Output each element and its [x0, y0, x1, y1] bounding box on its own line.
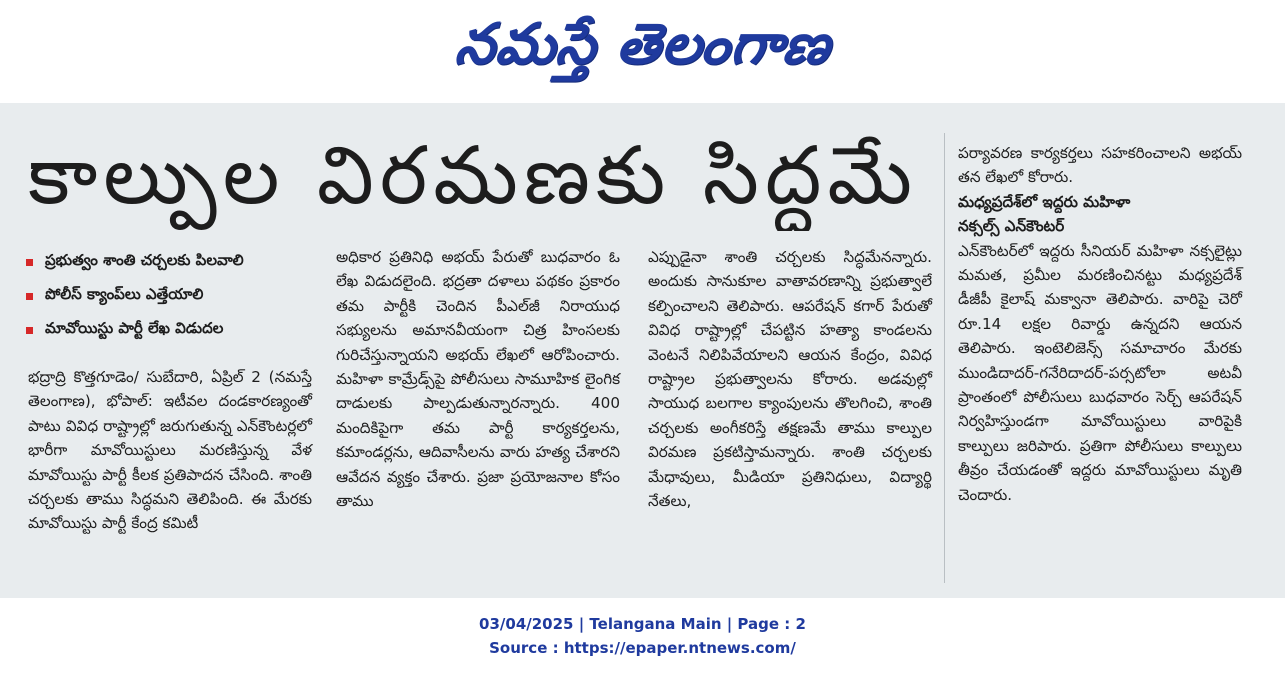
highlights-list — [26, 245, 326, 347]
column-text: అధికార ప్రతినిధి అభయ్ పేరుతో బుధవారం ఓ లేఖ విడుదలైంది. భద్రతా దళాలు పథకం ప్రకారం తమ పార్టీకి చెందిన పీఎల్‌జీ నిరాయుధ సభ్యులను అమానవీయంగా చిత్ర హింసలకు గురిచేస్తున్నాయని అభయ్ లేఖలో ఆరోపించారు. మహిళా కామ్రేడ్స్‌పై పోలీసులు సామూహిక లైంగిక దాడులకు పాల్పడుతున్నారన్నారు. 400 మందికిపైగా తమ పార్టీ కార్యకర్తలను, కమాండర్లను, ఆదివాసీలను వారు హత్య చేశారని ఆవేదన వ్యక్తం చేశారు. ప్రజా ప్రయోజనాల కోసం తాము — [336, 248, 620, 511]
bullet-square-icon — [26, 259, 33, 266]
column-text: ఎన్‌కౌంటర్‌లో ఇద్దరు సీనియర్ మహిళా నక్సలైట్లు మమత, ప్రమీల మరణించినట్టు మధ్యప్రదేశ్ డీజీపీ కైలాష్ మక్వానా తెలిపారు. వారిపై చెరో రూ.14 లక్షల రివార్డు ఉన్నదని ఆయన తెలిపారు. ఇంటెలిజెన్స్ సమాచారం మేరకు ముండిదాదర్-గనేరిదాదర్-పర్సటోలా అటవీ ప్రాంతంలో పోలీసులు బుధవారం సెర్చ్ ఆపరేషన్ నిర్వహిస్తుండగా మావోయిస్టులు వారిపైకి కాల్పులు జరిపారు. ప్రతిగా పోలీసులు కాల్పులు తీవ్రం చేయడంతో ఇద్దరు మావోయిస్టులు మృతి చెందారు. — [958, 241, 1242, 504]
highlight-text: పోలీస్ క్యాంప్‌లు ఎత్తేయాలి — [45, 285, 204, 303]
edition-info: 03/04/2025 | Telangana Main | Page : 2 — [479, 615, 806, 633]
column-text: భద్రాద్రి కొత్తగూడెం/ సుబేదారి, ఏప్రిల్ 2 (నమస్తే తెలంగాణ), భోపాల్: ఇటీవల దండకారణ్యంతో పాటు వివిధ రాష్ట్రాల్లో జరుగుతున్న ఎన్‌కౌంటర్లలో భారీగా మావోయిస్టులు మరణిస్తున్న వేళ మావోయిస్టు పార్టీ కీలక ప్రతిపాదన చేసింది. శాంతి చర్చలకు తాము సిద్ధమని తెలిపింది. ఈ మేరకు మావోయిస్టు పార్టీ కేంద్ర కమిటీ — [28, 368, 312, 533]
article-column-3 — [648, 245, 932, 513]
column-divider — [944, 133, 945, 583]
subheading-line: మధ్యప్రదేశ్‌లో ఇద్దరు మహిళా — [958, 192, 1131, 211]
article-column-1 — [28, 365, 312, 536]
source-link[interactable]: Source : https://epaper.ntnews.com/ — [489, 639, 796, 657]
article-column-4 — [958, 141, 1242, 507]
article-headline: కాల్పుల విరమణకు సిద్ధమే — [28, 129, 919, 222]
highlight-text: మావోయిస్టు పార్టీ లేఖ విడుదల — [45, 319, 224, 337]
news-clipping — [0, 103, 1285, 598]
subheading-line: నక్సల్స్ ఎన్‌కౌంటర్ — [958, 217, 1065, 236]
highlight-text: ప్రభుత్వం శాంతి చర్చలకు పిలవాలి — [45, 251, 244, 269]
column-text: ఎప్పుడైనా శాంతి చర్చలకు సిద్ధమేనన్నారు. అందుకు సానుకూల వాతావరణాన్ని ప్రభుత్వాలే కల్పించాలని తెలిపారు. ఆపరేషన్ కగార్ పేరుతో వివిధ రాష్ట్రాల్లో చేపట్టిన హత్యా కాండలను వెంటనే నిలిపివేయాలని ఆయన కేంద్రం, వివిధ రాష్ట్రాల ప్రభుత్వాలను కోరారు. అడవుల్లో సాయుధ బలగాల క్యాంపులను తొలగించి, శాంతి చర్చలకు అంగీకరిస్తే తక్షణమే తాము కాల్పుల విరమణ ప్రకటిస్తామన్నారు. శాంతి చర్చలకు మేధావులు, మీడియా ప్రతినిధులు, విద్యార్థి నేతలు, — [648, 248, 932, 511]
highlight-item — [26, 313, 326, 347]
page-footer — [0, 612, 1285, 660]
highlight-item — [26, 279, 326, 313]
bullet-square-icon — [26, 327, 33, 334]
masthead — [0, 0, 1285, 103]
column-text: పర్యావరణ కార్యకర్తలు సహకరించాలని అభయ్ తన లేఖలో కోరారు. — [958, 144, 1242, 187]
subheading — [958, 190, 1242, 239]
highlight-item — [26, 245, 326, 279]
bullet-square-icon — [26, 293, 33, 300]
newspaper-logo: నమస్తే తెలంగాణ — [452, 12, 835, 77]
article-column-2 — [336, 245, 620, 513]
